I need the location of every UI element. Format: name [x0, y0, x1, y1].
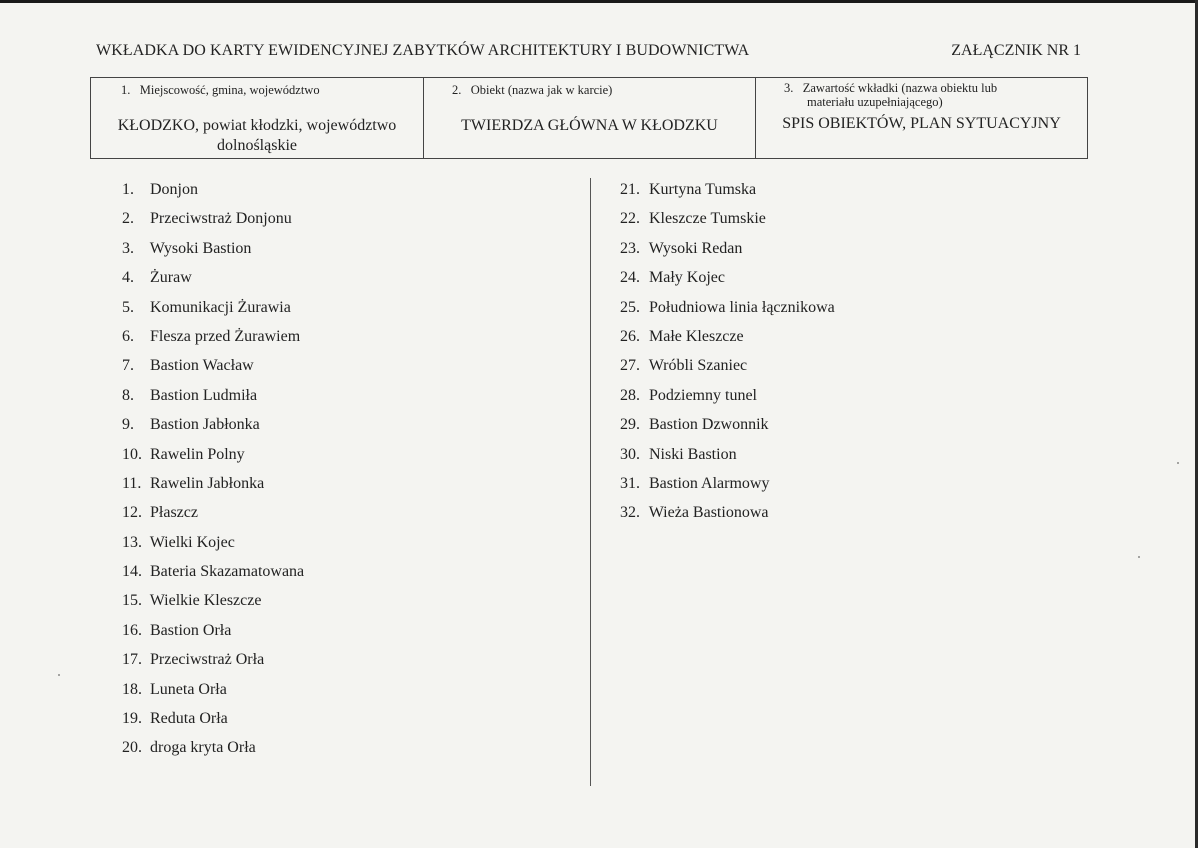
list-item: [620, 239, 835, 268]
list-item-name: Komunikacji Żurawia: [150, 298, 291, 316]
column-divider: [590, 178, 591, 786]
list-item: [122, 327, 304, 356]
list-item: [122, 562, 304, 591]
info-cell-object: [424, 78, 756, 158]
list-item-number: 3.: [122, 239, 134, 257]
info-cell-value: [756, 114, 1087, 134]
list-item-number: 20.: [122, 739, 142, 757]
list-item-number: 17.: [122, 651, 142, 669]
info-cell-value-line: dolnośląskie: [217, 137, 297, 154]
list-item: [620, 386, 835, 415]
scan-speck: [1177, 462, 1179, 464]
list-item: [620, 415, 835, 444]
list-item: [620, 474, 835, 503]
object-list-left: [122, 180, 304, 768]
list-item-number: 21.: [620, 181, 640, 198]
list-item-number: 28.: [620, 386, 640, 404]
list-item-name: Wysoki Bastion: [149, 239, 252, 257]
list-item: [620, 209, 835, 238]
list-item: [620, 445, 835, 474]
scan-speck: [58, 674, 60, 676]
annex-label: ZAŁĄCZNIK NR 1: [951, 42, 1081, 59]
list-item: [620, 503, 835, 532]
list-item: [122, 474, 304, 503]
list-item-number: 14.: [122, 563, 142, 581]
list-item-number: 32.: [620, 504, 640, 522]
list-item-number: 6.: [122, 327, 134, 345]
scan-speck: [1138, 556, 1140, 558]
list-item-name: Kleszcze Tumskie: [649, 210, 766, 228]
info-cell-number: 1.: [121, 83, 131, 97]
list-item: [122, 503, 304, 532]
list-item-name: Wielkie Kleszcze: [149, 592, 262, 610]
list-item-name: Małe Kleszcze: [649, 327, 744, 345]
list-item-number: 10.: [122, 445, 142, 463]
list-item-name: Reduta Orła: [150, 710, 228, 728]
list-item-name: Płaszcz: [150, 504, 198, 522]
list-item-name: Wróbli Szaniec: [648, 357, 748, 375]
scan-edge-top: [0, 0, 1198, 3]
list-item-number: 4.: [122, 269, 134, 287]
list-item-name: Rawelin Polny: [150, 445, 245, 463]
list-item-name: Podziemny tunel: [649, 386, 757, 404]
list-item-name: Bastion Wacław: [150, 357, 254, 375]
list-item: [122, 709, 304, 738]
list-item-name: Przeciwstraż Donjonu: [150, 210, 292, 228]
list-item: [122, 298, 304, 327]
list-item: [620, 298, 835, 327]
list-item-number: 30.: [620, 445, 640, 463]
list-item-name: Mały Kojec: [649, 269, 725, 287]
info-cell-label: [121, 83, 320, 97]
list-item: [122, 738, 304, 767]
list-item-number: 7.: [122, 357, 134, 375]
list-item-number: 19.: [122, 710, 142, 728]
list-item-number: 13.: [122, 533, 142, 551]
list-item: [122, 621, 304, 650]
list-item-number: 29.: [620, 416, 640, 434]
list-item-number: 18.: [122, 680, 142, 698]
list-item: [122, 268, 304, 297]
list-item-name: Niski Bastion: [649, 445, 737, 463]
info-cell-label: [784, 81, 1054, 109]
list-item-name: Przeciwstraż Orła: [150, 651, 265, 669]
list-item-number: 12.: [122, 504, 142, 522]
info-cell-number: 3.: [784, 81, 794, 95]
list-item-name: Bastion Alarmowy: [649, 474, 770, 492]
list-item-name: Rawelin Jabłonka: [150, 474, 265, 492]
list-item: [122, 680, 304, 709]
list-item-name: Wielki Kojec: [149, 533, 235, 551]
list-item-number: 22.: [620, 210, 640, 228]
list-item-number: 26.: [620, 327, 640, 345]
list-item-name: Południowa linia łącznikowa: [649, 298, 835, 316]
list-item: [122, 386, 304, 415]
info-cell-contents: [756, 78, 1087, 158]
list-item-name: Donjon: [150, 181, 198, 198]
list-item-number: 31.: [620, 474, 640, 492]
document-title: WKŁADKA DO KARTY EWIDENCYJNEJ ZABYTKÓW ARCHITEKTURY I BUDOWNICTWA: [96, 42, 750, 59]
info-cell-value-line: TWIERDZA GŁÓWNA W KŁODZKU: [461, 117, 718, 134]
list-item-name: Bastion Dzwonnik: [649, 416, 769, 434]
list-item-name: Bastion Orła: [150, 621, 232, 639]
list-item-name: Wieża Bastionowa: [648, 504, 769, 522]
list-item-number: 5.: [122, 298, 134, 316]
list-item: [122, 591, 304, 620]
list-item: [122, 180, 304, 209]
info-cell-value: [424, 116, 755, 136]
info-cell-location: [91, 78, 424, 158]
list-item: [122, 356, 304, 385]
info-cell-value-line: KŁODZKO, powiat kłodzki, województwo: [117, 117, 397, 134]
object-list-right: [620, 180, 835, 533]
list-item: [620, 180, 835, 209]
info-cell-number: 2.: [452, 83, 462, 97]
info-cell-label-text: Obiekt (nazwa jak w karcie): [470, 83, 613, 97]
list-item: [620, 268, 835, 297]
info-cell-label-text: materiału uzupełniającego): [807, 95, 943, 109]
list-item-name: Bateria Skazamatowana: [150, 563, 305, 581]
list-item: [122, 650, 304, 679]
list-item-number: 27.: [620, 357, 640, 375]
info-cell-value-line: SPIS OBIEKTÓW, PLAN SYTUACYJNY: [782, 115, 1061, 132]
list-item: [620, 356, 835, 385]
list-item-name: Bastion Jabłonka: [150, 416, 260, 434]
list-item: [620, 327, 835, 356]
list-item-name: Luneta Orła: [150, 680, 227, 698]
list-item-name: Wysoki Redan: [648, 239, 743, 257]
list-item-name: Kurtyna Tumska: [649, 181, 757, 198]
list-item-number: 1.: [122, 181, 134, 198]
list-item-name: Żuraw: [150, 269, 192, 287]
list-item-number: 24.: [620, 269, 640, 287]
list-item: [122, 239, 304, 268]
list-item-name: Bastion Ludmiła: [150, 386, 258, 404]
info-cell-label: [452, 83, 612, 97]
list-item-number: 11.: [122, 474, 142, 492]
list-item-number: 9.: [122, 416, 134, 434]
info-cell-label-text: Miejscowość, gmina, województwo: [139, 83, 320, 97]
list-item: [122, 415, 304, 444]
info-cell-label-text: Zawartość wkładki (nazwa obiektu lub: [802, 81, 998, 95]
list-item-name: droga kryta Orła: [150, 739, 256, 757]
list-item-number: 2.: [122, 210, 134, 228]
list-item-number: 15.: [122, 592, 142, 610]
list-item: [122, 445, 304, 474]
list-item: [122, 209, 304, 238]
list-item-number: 25.: [620, 298, 640, 316]
list-item: [122, 533, 304, 562]
list-item-number: 8.: [122, 386, 134, 404]
info-cell-value: [91, 116, 423, 156]
info-table: [90, 77, 1088, 159]
list-item-name: Flesza przed Żurawiem: [150, 327, 301, 345]
list-item-number: 16.: [122, 621, 142, 639]
list-item-number: 23.: [620, 239, 640, 257]
